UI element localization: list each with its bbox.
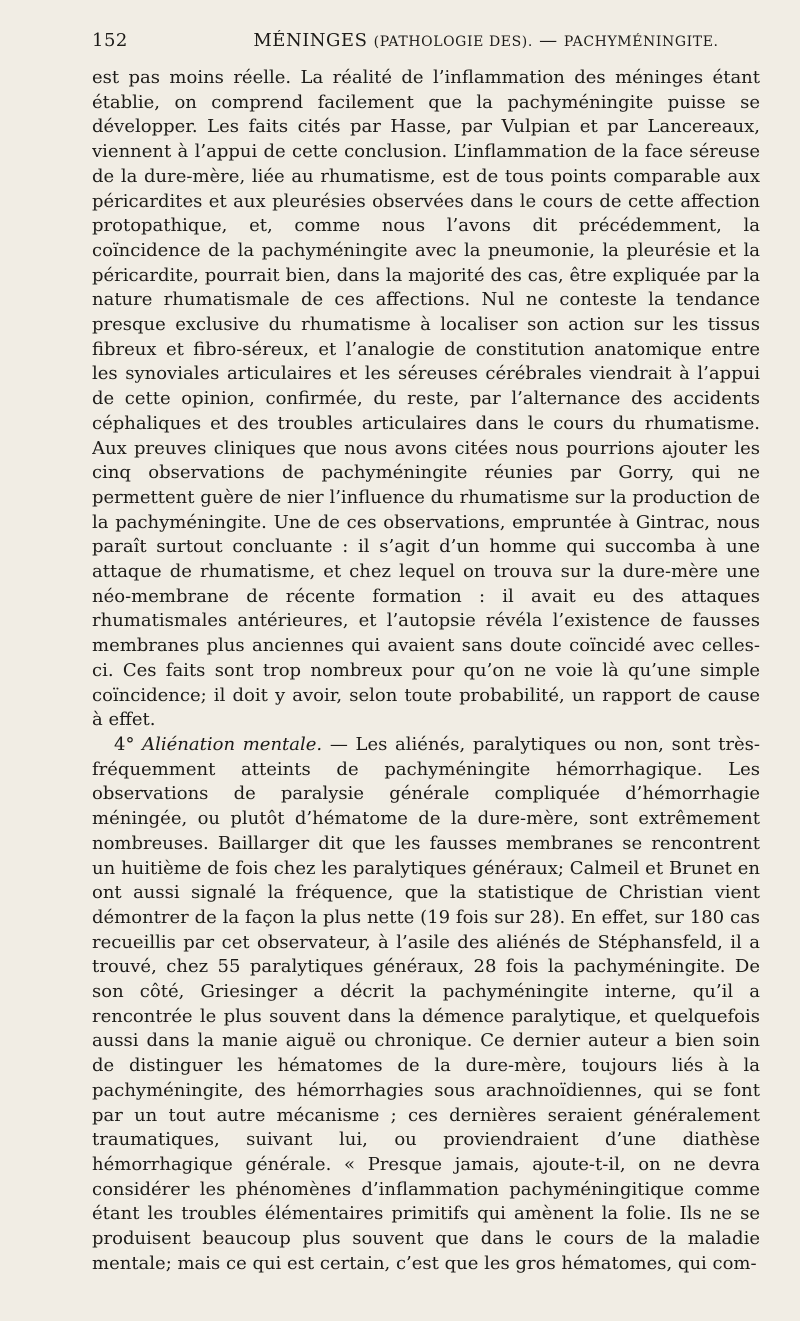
book-page: [92, 30, 760, 1300]
paragraph-mental-alienation: [92, 733, 760, 1276]
paragraph-text: — Les aliénés, paralytiques ou non, sont très-fréquemment atteints de pachyméningite hémorrhagique. Les observations de paralysie générale compliquée d’hémorrhagie méningée, ou plutôt d’hématome de la dure-mère, sont extrêmement nombreuses. Baillarger dit que les fausses membranes se rencontrent un huitième de fois chez les paralytiques généraux; Calmeil et Brunet en ont aussi signalé la fréquence, que la statistique de Christian vient démontrer de la façon la plus nette (19 fois sur 28). En effet, sur 180 cas recueillis par cet observateur, à l’asile des aliénés de Stéphansfeld, il a trouvé, chez 55 paralytiques généraux, 28 fois la pachyméningite. De son côté, Griesinger a décrit la pachyméningite interne, qu’il a rencontrée le plus souvent dans la démence paralytique, et quelquefois aussi dans la manie aiguë ou chronique. Ce dernier auteur a bien soin de distinguer les hématomes de la dure-mère, toujours liés à la pachyméningite, des hémorrhagies sous arachnoïdiennes, qui se font par un tout autre mécanisme ; ces dernières seraient généralement traumatiques, suivant lui, ou proviendraient d’une diathèse hémorrhagique générale. « Presque jamais, ajoute-t-il, on ne devra considérer les phénomènes d’inflammation pachyméningitique comme étant les troubles élémentaires primitifs qui amènent la folie. Ils ne se produisent beaucoup plus souvent que dans le cours de la maladie mentale; mais ce qui est certain, c’est que les gros hématomes, qui com-: [92, 733, 760, 1274]
section-heading: Aliénation mentale.: [142, 733, 323, 755]
section-number: 4°: [114, 733, 135, 755]
paragraph-rheumatism: est pas moins réelle. La réalité de l’inflammation des méninges étant établie, on comprend facilement que la pachyméningite puisse se développer. Les faits cités par Hasse, par Vulpian et par Lancereaux, viennent à l’appui de cette conclusion. L’inflammation de la face séreuse de la dure-mère, liée au rhumatisme, est de tous points comparable aux péricardites et aux pleurésies observées dans le cours de cette affection protopathique, et, comme nous l’avons dit précédemment, la coïncidence de la pachyméningite avec la pneumonie, la pleurésie et la péricardite, pourrait bien, dans la majorité des cas, être expliquée par la nature rhumatismale de ces affections. Nul ne conteste la tendance presque exclusive du rhumatisme à localiser son action sur les tissus fibreux et fibro-séreux, et l’analogie de constitution anatomique entre les synoviales articulaires et les séreuses cérébrales viendrait à l’appui de cette opinion, confirmée, du reste, par l’alternance des accidents céphaliques et des troubles articulaires dans le cours du rhumatisme. Aux preuves cliniques que nous avons citées nous pourrions ajouter les cinq observations de pachyméningite réunies par Gorry, qui ne permettent guère de nier l’influence du rhumatisme sur la production de la pachyméningite. Une de ces observations, empruntée à Gintrac, nous paraît surtout concluante : il s’agit d’un homme qui succomba à une attaque de rhumatisme, et chez lequel on trouva sur la dure-mère une néo-membrane de récente formation : il avait eu des attaques rhumatismales antérieures, et l’autopsie révéla l’existence de fausses membranes plus anciennes qui avaient sans doute coïncidé avec celles-ci. Ces faits sont trop nombreux pour qu’on ne voie là qu’une simple coïncidence; il doit y avoir, selon toute probabilité, un rapport de cause à effet.: [92, 67, 760, 731]
running-header: [92, 30, 760, 62]
body-text: [92, 66, 760, 1276]
subsection-title: (PATHOLOGIE DES).: [373, 34, 533, 50]
topic-title: PACHYMÉNINGITE.: [563, 34, 719, 50]
running-title: [212, 30, 760, 51]
section-title: MÉNINGES: [253, 30, 368, 51]
header-separator: —: [539, 30, 558, 51]
page-number: 152: [92, 30, 128, 51]
